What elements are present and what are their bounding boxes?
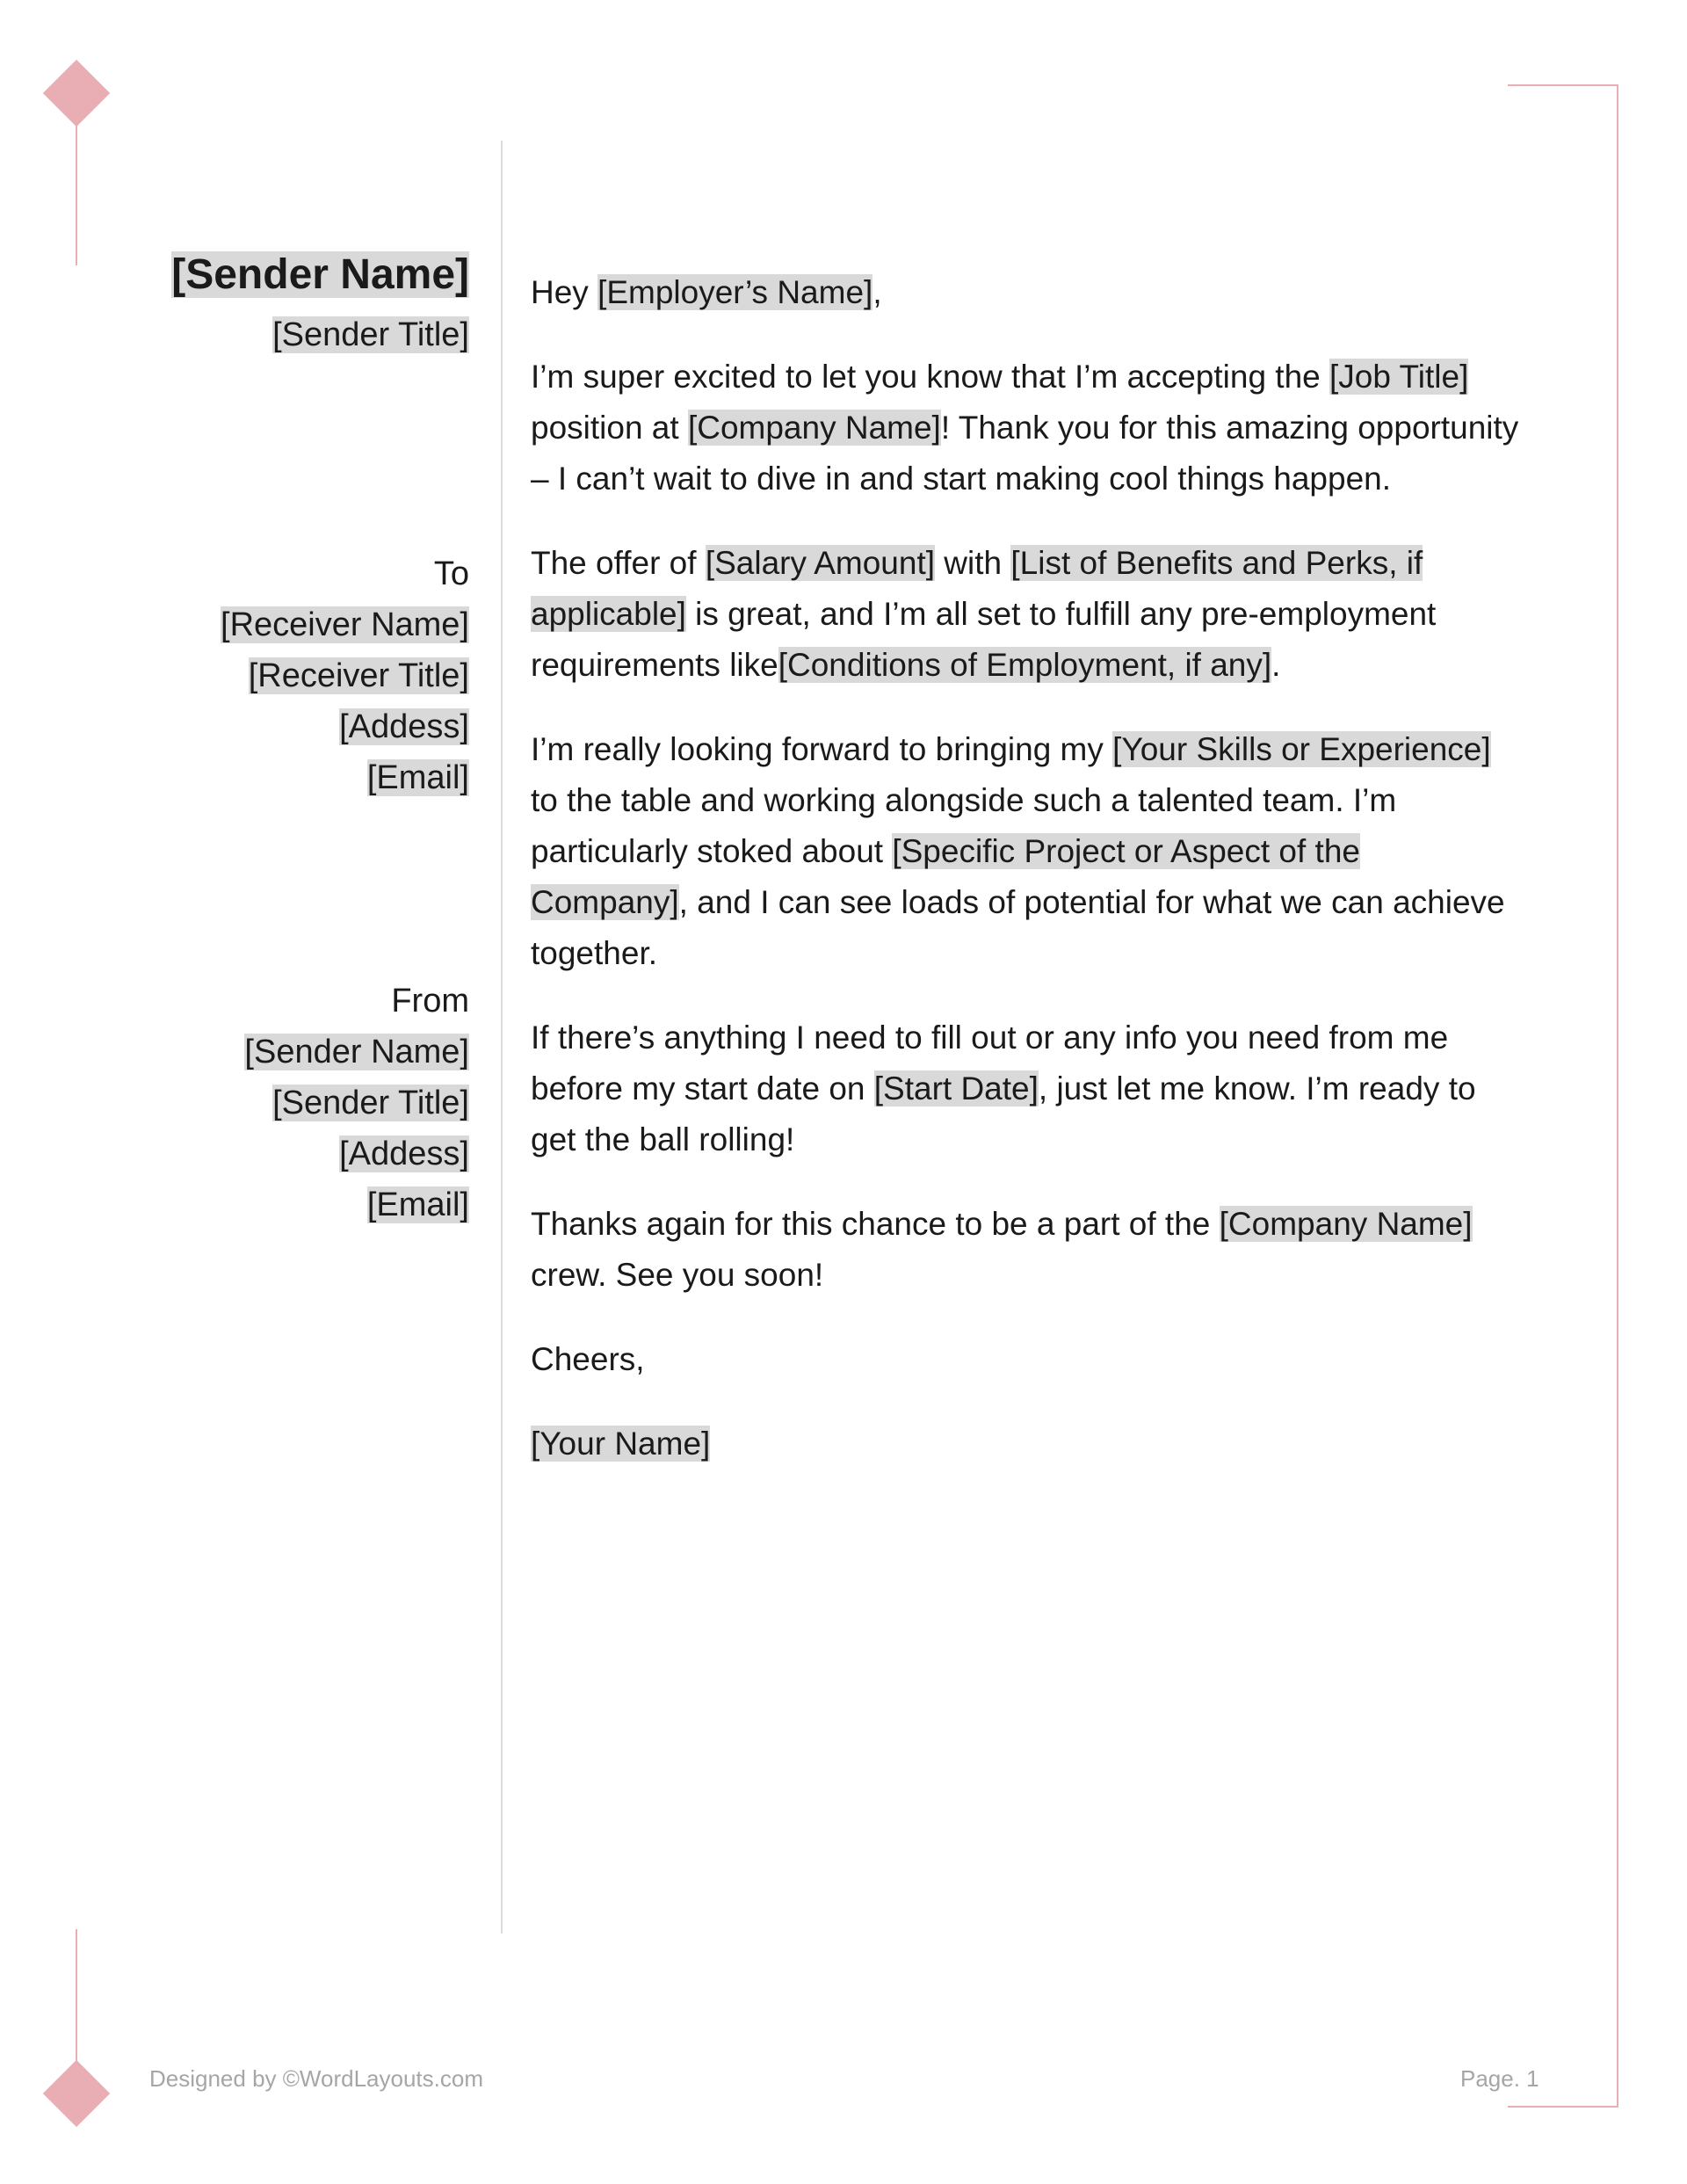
paragraph-start-date: If there’s anything I need to fill out or any info you need from me before my start date on [Start Date], just let me know. I’m ready to get the ball rolling! [531,1019,1476,1157]
frame-line-bottom [1508,2106,1618,2108]
accent-line-bottom-left [76,1929,77,2068]
to-label: To [433,555,469,592]
receiver-title: [Receiver Title] [248,657,469,694]
receiver-name: [Receiver Name] [221,606,469,643]
company-name-placeholder: [Company Name] [687,410,941,446]
salary-placeholder: [Salary Amount] [705,545,936,581]
employer-name-placeholder: [Employer’s Name] [597,274,873,310]
diamond-ornament-top [43,60,110,127]
closing: Cheers, [531,1341,645,1377]
frame-line-top [1508,84,1618,86]
job-title-placeholder: [Job Title] [1329,359,1469,395]
from-sender-title: [Sender Title] [272,1085,469,1121]
paragraph-acceptance: I’m super excited to let you know that I’m accepting the [Job Title] position at [Company Name]! Thank you for this amazing opportunity – I can’t wait to dive in and start making cool things happen. [531,359,1519,497]
page-number: Page. 1 [1460,2065,1539,2092]
diamond-ornament-bottom [43,2060,110,2127]
benefits-placeholder: [List of Benefits and Perks, if applicable] [531,545,1423,632]
from-sender-name: [Sender Name] [244,1034,469,1070]
from-sender-address: [Addess] [339,1136,469,1172]
footer-credit: Designed by ©WordLayouts.com [149,2065,483,2092]
sender-title-heading: [Sender Title] [272,316,469,353]
accent-line-top-left [76,123,77,265]
sender-name-heading: [Sender Name] [171,251,469,298]
column-divider [501,141,503,1934]
paragraph-offer: The offer of [Salary Amount] with [List of Benefits and Perks, if applicable] is great, and I’m all set to fulfill any pre-employment requirements like[Conditions of Employment, if any]. [531,545,1437,683]
your-name-placeholder: [Your Name] [531,1426,711,1462]
skills-placeholder: [Your Skills or Experience] [1112,731,1491,767]
receiver-address: [Addess] [339,708,469,745]
frame-line-right [1617,84,1618,2108]
recipient-block [88,548,469,803]
signature [531,1419,1524,1469]
start-date-placeholder: [Start Date] [873,1070,1039,1107]
from-label: From [391,983,469,1019]
paragraph-thanks: Thanks again for this chance to be a part of the [Company Name] crew. See you soon! [531,1206,1473,1293]
conditions-placeholder: [Conditions of Employment, if any] [778,647,1272,683]
company-name-placeholder-2: [Company Name] [1219,1206,1473,1242]
sender-block [88,976,469,1230]
letter-body [531,267,1524,1503]
project-placeholder: [Specific Project or Aspect of the Company] [531,833,1360,920]
greeting: Hey [Employer’s Name], [531,274,882,310]
from-sender-email: [Email] [366,1186,469,1223]
paragraph-skills: I’m really looking forward to bringing my [Your Skills or Experience] to the table and working alongside such a talented team. I’m particularly stoked about [Specific Project or Aspect of the Company], and I can see loads of potential for what we can achieve together. [531,731,1505,971]
receiver-email: [Email] [366,759,469,796]
